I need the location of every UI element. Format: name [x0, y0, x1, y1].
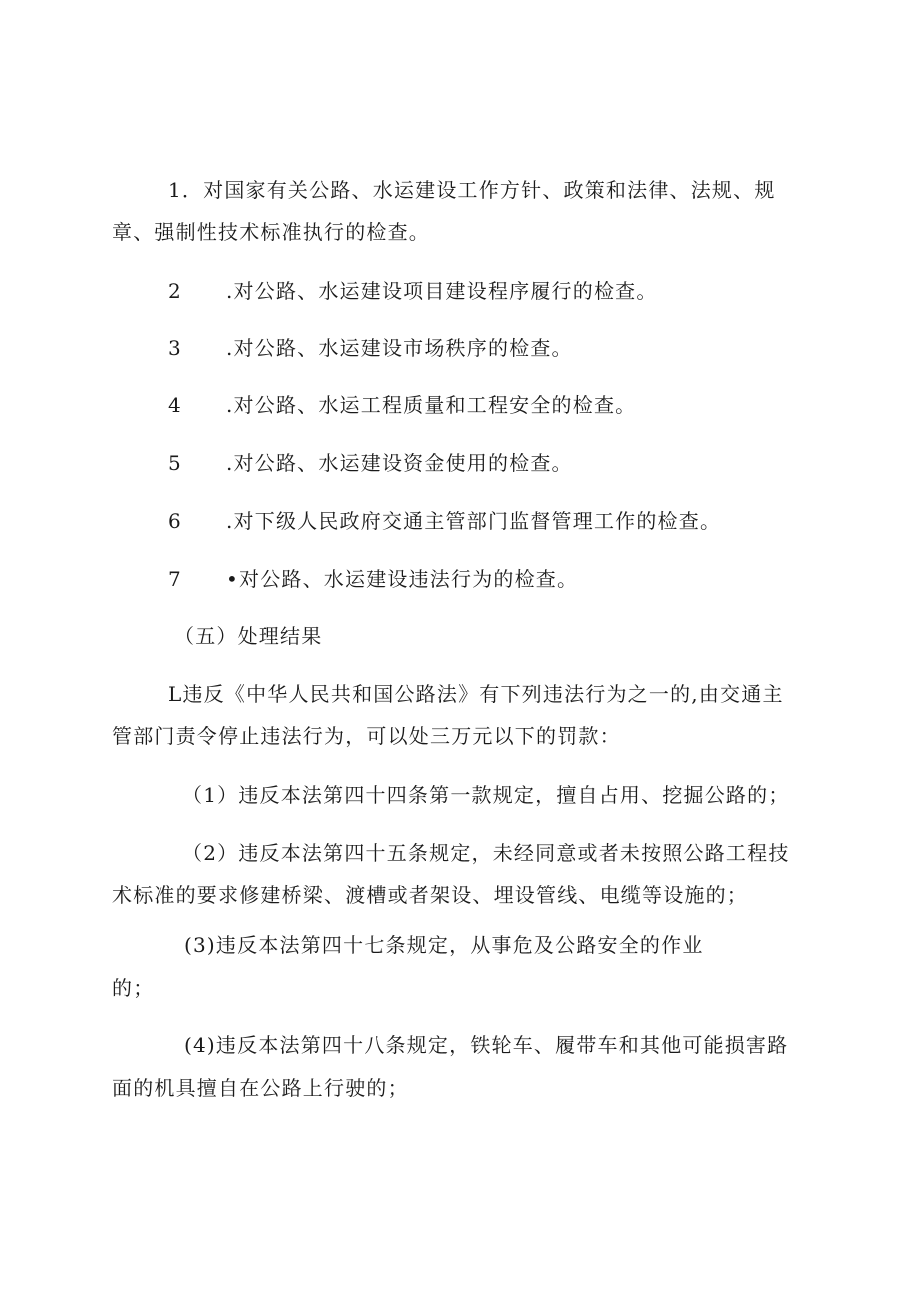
para-l-line-2: 管部门责令停止违法行为，可以处三万元以下的罚款： — [112, 724, 621, 748]
item-2-text: .对公路、水运建设项目建设程序履行的检查。 — [226, 279, 658, 303]
sub-item-2-line-1: （2）违反本法第四十五条规定，未经同意或者未按照公路工程技 — [182, 841, 790, 865]
item-6-number: 6 — [168, 509, 182, 533]
sub-item-3-line-2: 的； — [112, 976, 155, 1000]
item-3-text: .对公路、水运建设市场秩序的检查。 — [226, 336, 573, 360]
item-2-number: 2 — [168, 279, 182, 303]
item-2 — [168, 277, 658, 305]
item-7-text: •对公路、水运建设违法行为的检查。 — [226, 567, 579, 591]
item-6 — [168, 507, 721, 535]
item-7-number: 7 — [168, 567, 182, 591]
para-l-line-1: L违反《中华人民共和国公路法》有下列违法行为之一的,由交通主 — [168, 682, 784, 706]
sub-item-2-line-2: 术标准的要求修建桥梁、渡槽或者架设、埋设管线、电缆等设施的； — [112, 883, 748, 907]
item-5-number: 5 — [168, 451, 182, 475]
sub-item-1: （1）违反本法第四十四条第一款规定，擅自占用、挖掘公路的； — [182, 783, 790, 807]
item-4-number: 4 — [168, 393, 182, 417]
item-5-text: .对公路、水运建设资金使用的检查。 — [226, 451, 573, 475]
item-1-line-1: 1．对国家有关公路、水运建设工作方针、政策和法律、法规、规 — [168, 178, 776, 202]
item-3 — [168, 334, 573, 362]
section-heading: （五）处理结果 — [174, 624, 323, 648]
sub-item-3-line-1: (3)违反本法第四十七条规定，从事危及公路安全的作业 — [184, 933, 704, 957]
item-1-line-2: 章、强制性技术标准执行的检查。 — [112, 220, 430, 244]
item-5 — [168, 449, 573, 477]
sub-item-4-line-2: 面的机具擅自在公路上行驶的； — [112, 1076, 409, 1100]
item-4-text: .对公路、水运工程质量和工程安全的检查。 — [226, 393, 637, 417]
item-3-number: 3 — [168, 336, 182, 360]
sub-item-4-line-1: (4)违反本法第四十八条规定，铁轮车、履带车和其他可能损害路 — [184, 1033, 789, 1057]
item-4 — [168, 391, 636, 419]
item-6-text: .对下级人民政府交通主管部门监督管理工作的检查。 — [226, 509, 722, 533]
item-7 — [168, 565, 578, 593]
